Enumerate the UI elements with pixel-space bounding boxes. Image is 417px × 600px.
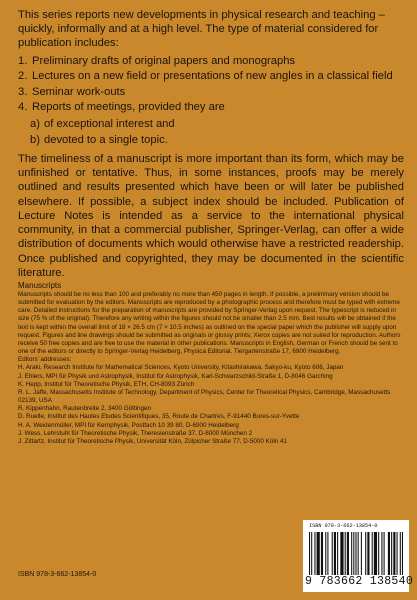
barcode-bar: [353, 532, 354, 575]
barcode-bar: [347, 532, 349, 575]
editor-address: R. Kippenhahn, Rautenbreite 2, 3400 Göttingen: [18, 405, 152, 413]
barcode-bar: [367, 532, 369, 575]
list-item: 1. Preliminary drafts of original papers and monographs: [18, 54, 296, 67]
timeliness-paragraph: The timeliness of a manuscript is more important than its form, which may be unfinished or tentative. Thus, in some instances, proofs may be merely outlined and results presented which have been or will later be published elsewhere. If possible, a subject index should be included. Publication of Lecture Notes is intended as a service to the international physical community, in that a commercial publisher, Springer-Verlag, can offer a wide distribution of documents which would otherwise have a restricted readership. Once published and copyrighted, they may be documented in the scientific literature.: [18, 152, 404, 279]
editor-address: H. A. Weidenmüller, MPI für Kernphysik, Postfach 10 39 80, D-6900 Heidelberg: [18, 421, 239, 429]
barcode-bar: [321, 532, 323, 575]
barcode-bar: [397, 532, 398, 575]
editor-address: H. Araki, Research Institute for Mathematical Sciences, Kyoto University, Kitashirakawa, Sakyo-ku, Kyoto 606, Japan: [18, 364, 344, 372]
barcode-bar: [374, 532, 377, 575]
barcode-bar: [381, 532, 382, 575]
barcode-bar: [358, 532, 359, 575]
barcode-bar: [351, 532, 352, 575]
barcode-bar: [372, 532, 373, 575]
list-item: a) of exceptional interest and: [30, 117, 175, 130]
isbn-text: ISBN 978-3-662-13854-0: [18, 571, 97, 578]
editor-address: R. L. Jaffe, Massachusetts Institute of Technology, Department of Physics, Center for Theoretical Physics, Cambridge, Massachusetts 02139, USA: [18, 388, 391, 405]
editor-address: D. Ruelle, Institut des Hautes Etudes Scientifiques, 35, Route de Chartres, F-91440 Bures-sur-Yvette: [18, 413, 300, 421]
barcode-bar: [317, 532, 320, 575]
barcode-bar: [384, 532, 385, 575]
list-item: 3. Seminar work-outs: [18, 85, 126, 98]
barcode-bar: [327, 532, 328, 575]
editor-address: K. Hepp, Institut für Theoretische Physik, ETH, CH-8093 Zürich: [18, 380, 195, 388]
barcode-bar: [402, 532, 403, 575]
barcode-bar: [365, 532, 366, 575]
barcode-bar: [378, 532, 379, 575]
barcode: [303, 520, 414, 592]
barcode-bar: [340, 532, 343, 575]
editor-address: J. Wess, Lehrstuhl für Theoretische Physik, Theresienstraße 37, D-8000 München 2: [18, 429, 253, 437]
barcode-isbn-label: ISBN 978-3-662-13854-0: [309, 523, 378, 529]
barcode-bars: [309, 532, 403, 575]
barcode-bar: [391, 532, 392, 575]
barcode-bar: [337, 532, 338, 575]
barcode-bar: [332, 532, 333, 575]
editor-address: J. Ehlers, MPI für Physik und Astrophysik, Institut für Astrophysik, Karl-Schwarzschild-Straße 1, D-8046 Garching: [18, 372, 333, 380]
barcode-bar: [345, 532, 346, 575]
manuscripts-section: [18, 281, 406, 446]
meeting-criteria-list: [18, 116, 404, 149]
manuscripts-heading: Manuscripts: [18, 281, 62, 290]
barcode-bar: [334, 532, 336, 575]
barcode-bar: [309, 532, 310, 575]
series-description: [18, 8, 404, 280]
barcode-bar: [361, 532, 362, 575]
barcode-bar: [355, 532, 356, 575]
material-type-list: [18, 54, 404, 116]
barcode-bar: [400, 532, 401, 575]
barcode-bar: [314, 532, 315, 575]
editor-address: J. Zittartz, Institut für Theoretische Physik, Universität Köln, Zülpicher Straße 77, D-5000 Köln 41: [18, 437, 288, 445]
manuscripts-body: Manuscripts should be no less than 100 and preferably no more than 450 pages in length. If possible, a preliminary version should be submitted for evaluation by the editors. Manuscripts are reproduced by a photographic process and therefore must be typed with extreme care. Detailed instructions for the preparation of manuscripts are provided by Springer-Verlag upon request. The typescript is reduced in size (75 % of the original). Therefore any writing within the figures should not be smaller than 2.5 mm. Best results will be obtained if the text is kept within the overall limit of 18 × 26.5 cm (7 × 10.5 inches) as outlined on the special paper which the publisher will supply upon request. Figures and line drawings should be submitted as originals or glossy prints; Xerox copies are not suited for reproduction. Authors receive 50 free copies and are free to use the material in other publications. Manuscripts in English, German or French should be sent to one of the editors or directly to Springer-Verlag Heidelberg, Physica Editorial, Tiergartenstraße 17, 6900 Heidelberg.: [18, 291, 401, 356]
barcode-bar: [311, 532, 312, 575]
barcode-bar: [325, 532, 326, 575]
series-lead-paragraph: This series reports new developments in physical research and teaching – quickly, informally and at a high level. The type of material considered for publication includes:: [18, 9, 385, 50]
list-item: 4. Reports of meetings, provided they are: [18, 101, 225, 114]
barcode-number: 9 783662 138540: [305, 575, 414, 588]
editors-heading: Editors' addresses:: [18, 356, 72, 364]
barcode-bar: [388, 532, 390, 575]
list-item: 2. Lectures on a new field or presentations of new angles in a classical field: [18, 70, 393, 83]
barcode-bar: [393, 532, 395, 575]
list-item: b) devoted to a single topic.: [30, 134, 168, 147]
